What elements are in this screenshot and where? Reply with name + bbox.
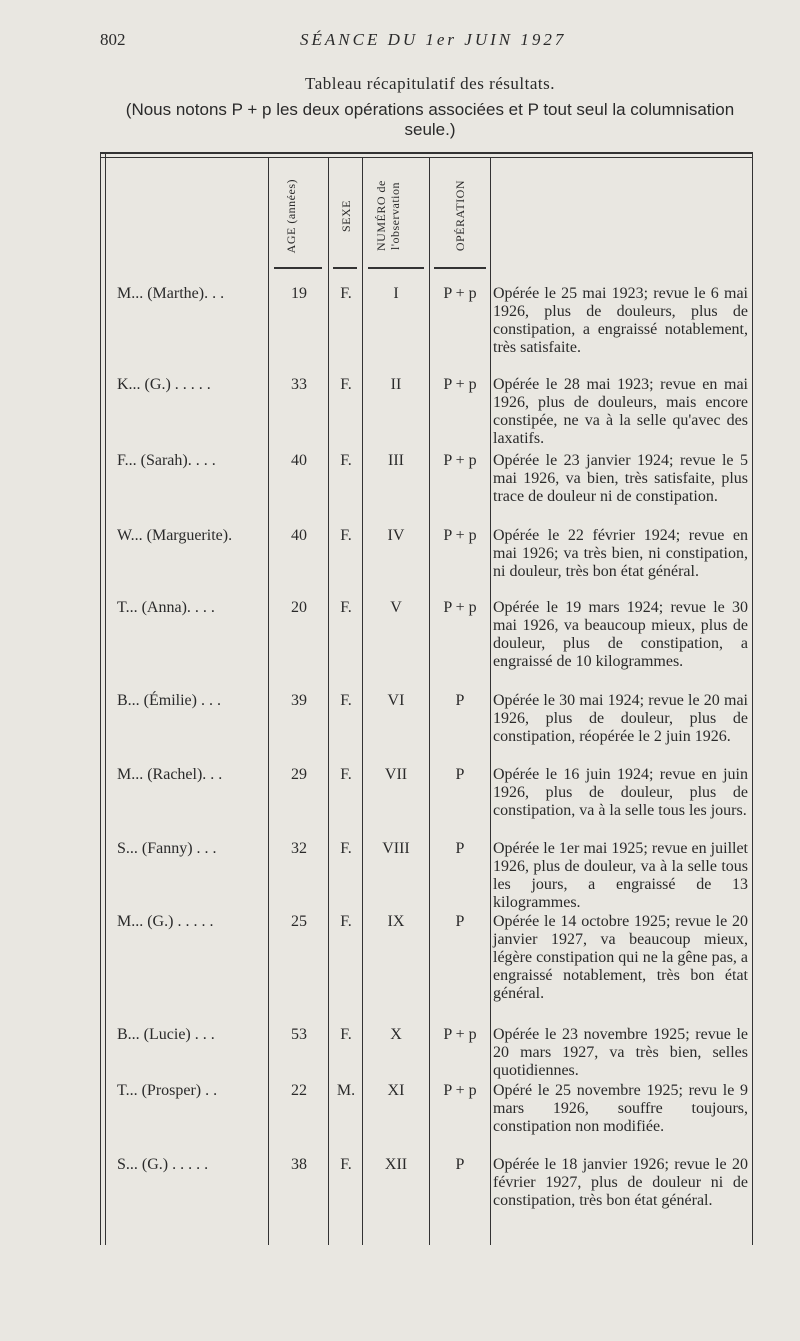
- row-age: 29: [291, 766, 307, 783]
- table-left-border-inner: [105, 152, 106, 1245]
- row-age: 40: [291, 452, 307, 469]
- header-underline-sexe: [333, 267, 357, 269]
- row-age: 22: [291, 1082, 307, 1099]
- row-operation: P: [455, 1156, 465, 1173]
- row-resultat: Opérée le 23 novembre 1925; revue le 20 mars 1927, va très bien, selles quotidiennes.: [493, 1026, 748, 1079]
- row-numero: XI: [387, 1082, 405, 1099]
- row-operation: P + p: [443, 452, 477, 469]
- row-sexe: F.: [340, 452, 352, 469]
- row-age: 40: [291, 527, 307, 544]
- table-top-rule-inner: [100, 157, 752, 158]
- row-resultat: Opérée le 22 février 1924; revue en mai 1926; va très bien, ni constipation, ni douleur, très bon état général.: [493, 527, 748, 580]
- row-age: 39: [291, 692, 307, 709]
- row-numero: VI: [387, 692, 405, 709]
- row-sexe: F.: [340, 599, 352, 616]
- row-age: 25: [291, 913, 307, 930]
- row-resultat: Opérée le 28 mai 1923; revue en mai 1926, plus de douleurs, mais encore constipée, ne va à la selle qu'avec des laxatifs.: [493, 376, 748, 447]
- table-note: (Nous notons P + p les deux opérations associées et P tout seul la columnisation seule.): [125, 100, 735, 139]
- table-top-rule: [100, 152, 752, 154]
- row-resultat: Opérée le 30 mai 1924; revue le 20 mai 1926, plus de douleur, plus de constipation, réopérée le 2 juin 1926.: [493, 692, 748, 745]
- row-numero: XII: [384, 1156, 408, 1173]
- row-operation: P + p: [443, 285, 477, 302]
- table-right-border: [752, 152, 753, 1245]
- row-resultat: Opérée le 1er mai 1925; revue en juillet 1926, plus de douleur, va à la selle tous les jours, a engraissé de 13 kilogrammes.: [493, 840, 748, 911]
- row-name: K... (G.) . . . . .: [117, 376, 211, 393]
- row-numero: VII: [384, 766, 408, 783]
- running-title: SÉANCE DU 1er JUIN 1927: [300, 30, 567, 49]
- row-age: 53: [291, 1026, 307, 1043]
- row-operation: P + p: [443, 1026, 477, 1043]
- row-name: T... (Anna). . . .: [117, 599, 215, 616]
- row-numero: IV: [387, 527, 405, 544]
- col-header-sexe: SEXE: [338, 200, 353, 232]
- row-name: F... (Sarah). . . .: [117, 452, 216, 469]
- col-divider-age: [268, 158, 269, 1245]
- row-age: 38: [291, 1156, 307, 1173]
- page-number: 802: [100, 30, 126, 49]
- row-name: M... (G.) . . . . .: [117, 913, 214, 930]
- row-numero: II: [390, 376, 402, 393]
- col-header-numero: NUMÉRO de l'observation: [374, 180, 402, 252]
- row-sexe: M.: [336, 1082, 356, 1099]
- row-age: 19: [291, 285, 307, 302]
- table-title: Tableau récapitulatif des résultats.: [305, 74, 555, 93]
- row-resultat: Opérée le 25 mai 1923; revue le 6 mai 1926, plus de douleurs, plus de constipation, a engraissé notablement, très satisfaite.: [493, 285, 748, 356]
- row-sexe: F.: [340, 913, 352, 930]
- row-resultat: Opérée le 18 janvier 1926; revue le 20 février 1927, plus de douleur ni de constipation, très bon état général.: [493, 1156, 748, 1209]
- row-numero: IX: [387, 913, 405, 930]
- header-underline-operation: [434, 267, 486, 269]
- row-name: T... (Prosper) . .: [117, 1082, 218, 1099]
- row-numero: III: [388, 452, 404, 469]
- col-divider-resultat: [490, 158, 491, 1245]
- row-sexe: F.: [340, 766, 352, 783]
- col-header-age: AGE (années): [283, 178, 298, 254]
- header-underline-numero: [368, 267, 424, 269]
- row-name: B... (Émilie) . . .: [117, 692, 221, 709]
- row-age: 20: [291, 599, 307, 616]
- row-name: S... (Fanny) . . .: [117, 840, 217, 857]
- row-age: 32: [291, 840, 307, 857]
- row-operation: P: [455, 913, 465, 930]
- row-name: S... (G.) . . . . .: [117, 1156, 209, 1173]
- running-header: [0, 30, 800, 54]
- row-operation: P + p: [443, 1082, 477, 1099]
- row-numero: X: [390, 1026, 402, 1043]
- row-sexe: F.: [340, 285, 352, 302]
- row-numero: VIII: [382, 840, 410, 857]
- row-operation: P + p: [443, 527, 477, 544]
- row-operation: P + p: [443, 376, 477, 393]
- row-name: M... (Rachel). . .: [117, 766, 223, 783]
- row-sexe: F.: [340, 692, 352, 709]
- row-numero: V: [390, 599, 402, 616]
- row-operation: P: [455, 692, 465, 709]
- col-header-operation: OPÉRATION: [453, 180, 467, 252]
- row-sexe: F.: [340, 1026, 352, 1043]
- row-sexe: F.: [340, 527, 352, 544]
- row-resultat: Opérée le 16 juin 1924; revue en juin 1926, plus de douleur, plus de constipation, va à la selle tous les jours.: [493, 766, 748, 819]
- row-operation: P + p: [443, 599, 477, 616]
- row-resultat: Opérée le 23 janvier 1924; revue le 5 mai 1926, va bien, très satisfaite, plus trace de douleur ni de constipation.: [493, 452, 748, 505]
- row-sexe: F.: [340, 376, 352, 393]
- row-sexe: F.: [340, 840, 352, 857]
- row-resultat: Opérée le 19 mars 1924; revue le 30 mai 1926, va beaucoup mieux, plus de douleur, plus de constipation, a engraissé de 10 kilogrammes.: [493, 599, 748, 670]
- row-operation: P: [455, 766, 465, 783]
- row-numero: I: [393, 285, 399, 302]
- row-sexe: F.: [340, 1156, 352, 1173]
- header-underline-age: [274, 267, 322, 269]
- table-left-border: [100, 152, 101, 1245]
- row-operation: P: [455, 840, 465, 857]
- row-resultat: Opéré le 25 novembre 1925; revu le 9 mars 1926, souffre toujours, constipation non modifiée.: [493, 1082, 748, 1135]
- row-name: M... (Marthe). . .: [117, 285, 225, 302]
- row-name: W... (Marguerite).: [117, 527, 233, 544]
- row-name: B... (Lucie) . . .: [117, 1026, 215, 1043]
- row-resultat: Opérée le 14 octobre 1925; revue le 20 janvier 1927, va beaucoup mieux, légère constipation qui ne la gêne pas, a engraissé notablement, très bon état général.: [493, 913, 749, 1002]
- row-age: 33: [291, 376, 307, 393]
